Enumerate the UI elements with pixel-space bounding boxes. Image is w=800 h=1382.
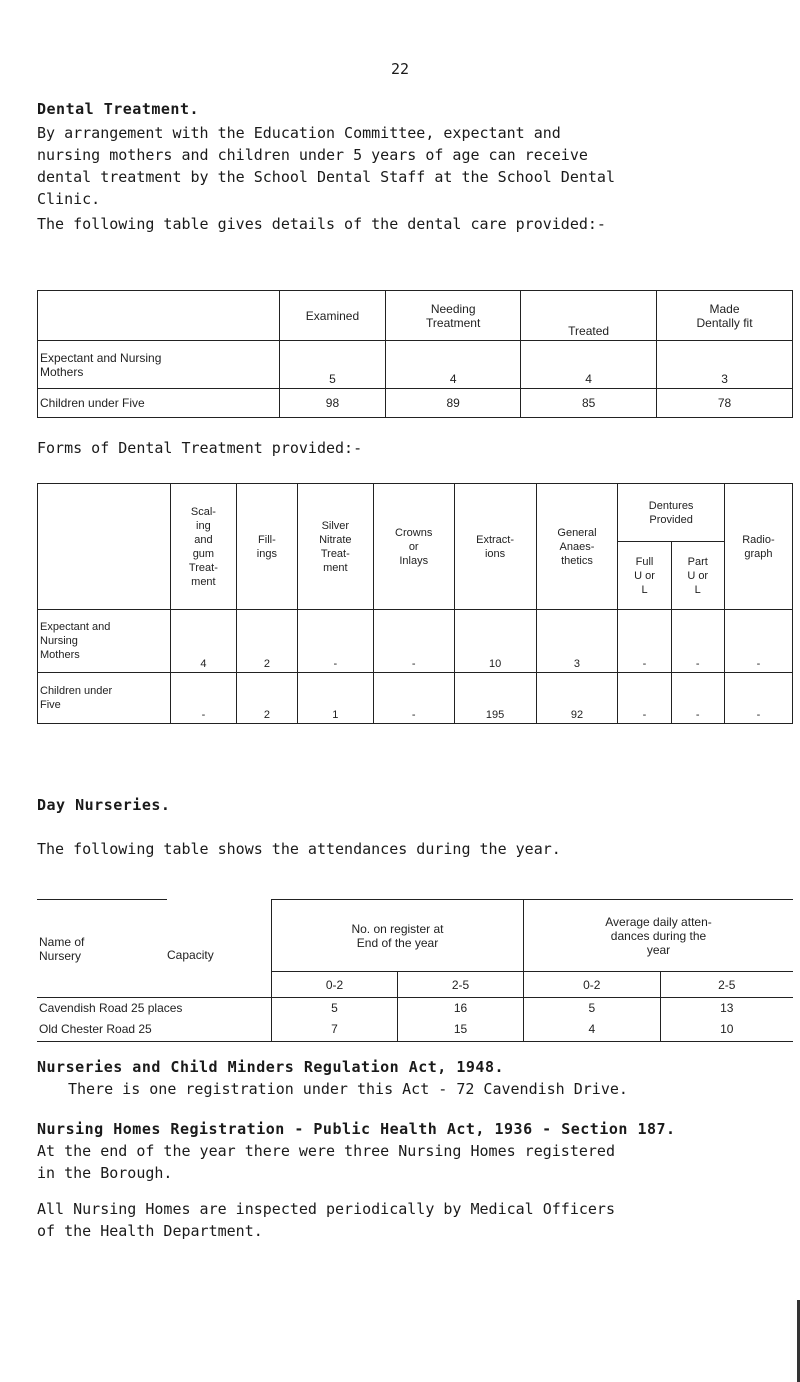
scaling-header: Scal- ing and gum Treat- ment <box>170 484 236 610</box>
sub-header: 2-5 <box>398 972 524 998</box>
nursing-homes-heading: Nursing Homes Registration - Public Health Act, 1936 - Section 187. <box>37 1120 676 1138</box>
table-cell: 4 <box>521 341 657 389</box>
table-cell: - <box>373 673 454 724</box>
full-dentures-header: Full U or L <box>618 542 671 610</box>
row-label: Expectant and Nursing Mothers <box>38 341 280 389</box>
table-cell: 4 <box>386 341 521 389</box>
table-cell: 195 <box>454 673 536 724</box>
table-cell: 5 <box>279 341 385 389</box>
nursery-name: Cavendish Road 25 places <box>37 998 272 1018</box>
forms-of-treatment-intro: Forms of Dental Treatment provided:- <box>37 439 363 457</box>
table-cell: - <box>297 610 373 673</box>
fillings-header: Fill- ings <box>236 484 297 610</box>
name-of-nursery-header: Name of Nursery <box>37 900 167 998</box>
average-attendance-header: Average daily atten- dances during the year <box>524 900 794 972</box>
dental-treatment-paragraph: By arrangement with the Education Committee, expectant and nursing mothers and children under 5 years of age can receive dental treatment by the School Dental Staff at the School Dental Clinic. <box>37 124 615 208</box>
table-row <box>37 998 793 1018</box>
table-cell: 78 <box>657 389 793 418</box>
register-header: No. on register at End of the year <box>272 900 524 972</box>
row-label: Expectant and Nursing Mothers <box>38 610 171 673</box>
child-minders-heading: Nurseries and Child Minders Regulation Act, 1948. <box>37 1058 505 1076</box>
part-dentures-header: Part U or L <box>671 542 724 610</box>
empty-header-cell <box>38 484 171 610</box>
table-cell: - <box>671 610 724 673</box>
table-cell: 5 <box>524 998 661 1018</box>
table-cell: - <box>618 610 671 673</box>
table-cell: - <box>170 673 236 724</box>
table-cell: 13 <box>660 998 793 1018</box>
table-cell: 98 <box>279 389 385 418</box>
sub-header: 0-2 <box>524 972 661 998</box>
crowns-inlays-header: Crowns or Inlays <box>373 484 454 610</box>
table-cell: 16 <box>398 998 524 1018</box>
extractions-header: Extract- ions <box>454 484 536 610</box>
treated-header: Treated <box>521 291 657 341</box>
day-nurseries-intro: The following table shows the attendances during the year. <box>37 840 561 858</box>
examined-header: Examined <box>279 291 385 341</box>
dental-care-table <box>37 290 793 418</box>
needing-treatment-header: Needing Treatment <box>386 291 521 341</box>
table-cell: 92 <box>536 673 618 724</box>
table-row <box>38 341 793 389</box>
table-cell: - <box>671 673 724 724</box>
table-cell: 85 <box>521 389 657 418</box>
table-cell: 89 <box>386 389 521 418</box>
table-row <box>38 610 793 673</box>
table-cell: 3 <box>536 610 618 673</box>
made-dentally-fit-header: Made Dentally fit <box>657 291 793 341</box>
table-cell: 7 <box>272 1018 398 1042</box>
nursing-homes-text: At the end of the year there were three Nursing Homes registered in the Borough. <box>37 1142 615 1182</box>
table-cell: 4 <box>524 1018 661 1042</box>
table-cell: - <box>373 610 454 673</box>
table-cell: 10 <box>454 610 536 673</box>
table-cell: 1 <box>297 673 373 724</box>
table-row <box>38 389 793 418</box>
general-anaesthetics-header: General Anaes- thetics <box>536 484 618 610</box>
table-row <box>37 1018 793 1042</box>
nurseries-attendance-table <box>37 899 793 1042</box>
radiograph-header: Radio- graph <box>724 484 792 610</box>
dentures-provided-header: Dentures Provided <box>618 484 724 542</box>
silver-nitrate-header: Silver Nitrate Treat- ment <box>297 484 373 610</box>
row-label: Children under Five <box>38 673 171 724</box>
table-cell: 2 <box>236 673 297 724</box>
table-row <box>38 673 793 724</box>
forms-of-treatment-table <box>37 483 793 724</box>
sub-header: 0-2 <box>272 972 398 998</box>
empty-header-cell <box>38 291 280 341</box>
table-cell: 15 <box>398 1018 524 1042</box>
table-cell: - <box>724 673 792 724</box>
child-minders-text: There is one registration under this Act - 72 Cavendish Drive. <box>68 1080 628 1098</box>
table-cell: - <box>618 673 671 724</box>
nursing-homes-inspection-text: All Nursing Homes are inspected periodically by Medical Officers of the Health Department. <box>37 1200 615 1240</box>
dental-care-intro: The following table gives details of the dental care provided:- <box>37 215 606 233</box>
capacity-header: Capacity <box>167 948 214 963</box>
table-cell: 10 <box>660 1018 793 1042</box>
table-cell: 2 <box>236 610 297 673</box>
dental-treatment-heading: Dental Treatment. <box>37 100 200 118</box>
table-cell: - <box>724 610 792 673</box>
table-cell: 3 <box>657 341 793 389</box>
row-label: Children under Five <box>38 389 280 418</box>
day-nurseries-heading: Day Nurseries. <box>37 796 171 814</box>
page-number: 22 <box>390 60 410 78</box>
table-cell: 4 <box>170 610 236 673</box>
nursery-name: Old Chester Road 25 <box>37 1018 272 1042</box>
sub-header: 2-5 <box>660 972 793 998</box>
table-cell: 5 <box>272 998 398 1018</box>
